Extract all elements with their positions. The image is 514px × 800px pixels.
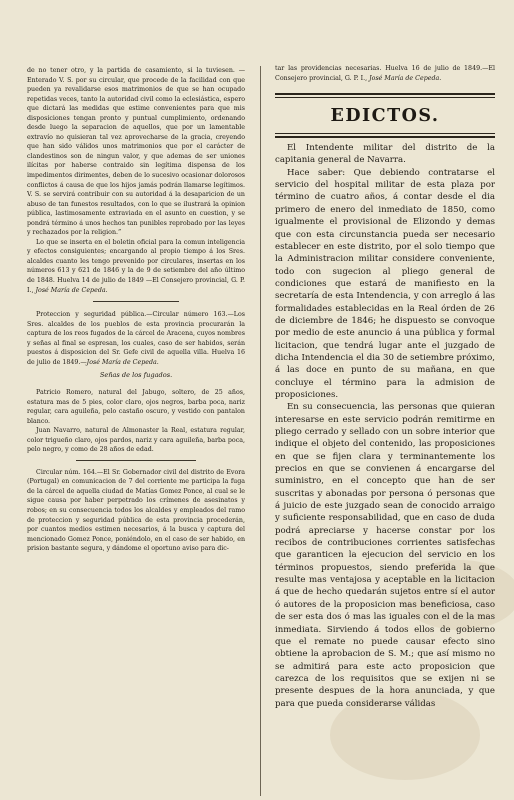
heading-rule-bottom-thin bbox=[275, 133, 495, 134]
section-divider bbox=[76, 460, 196, 461]
signature: José María de Cepeda. bbox=[86, 358, 159, 366]
paragraph-insercion: Lo que se inserta en el boletin oficial para la comun inteligencia y efectos consiguientes; encargando al propio tiempo á los Sres. alcaldes cuanto les tengo prevenido por circulares, insertas en los números 613 y 621 de 1846 y la de 9 de setiembre del año último de 1848. Huelva 14 de julio de 1849 —El Consejero provincial, G. P. I., José María de Cepeda. bbox=[27, 238, 245, 294]
column-divider bbox=[260, 66, 261, 796]
subheading-senas: Señas de los fugados. bbox=[99, 371, 173, 380]
right-column bbox=[275, 64, 495, 790]
heading-rule-top-thin bbox=[275, 97, 495, 98]
paragraph-matrimonios: de no tener otro, y la partida de casamiento, si la tuviesen. —Enterado V. S. por su circular, que procede de la facilidad con que pueden ya revalidarse esos matrimonios de que se han ocupado repetidas veces, tanto la autoridad civil como la eclesiástica, espero que dictará las medidas que estime convenientes para que mis disposiciones tengan pronto y puntual cumplimiento, ordenando desde luego la separacion de aquellos, que por un lamentable extravío no quisieran tal vez aprovecharse de la gracia, creyendo que han sido válidos unos matrimonios que por el carácter de clandestinos son de ningun valor, y que ademas de ser uniones ilícitas por haberse contraido sin legítima dispensa de los impedimentos dirimentes, deben de lo sucesivo ocasionar dolorosos conflictos á causa de que los hijos jamás podrán llamarse legítimos. V. S. se servirá contribuir con su autoridad á la desaparicion de un abuso de tan funestos resultados, con lo que se ilustrará la opinion pública, lastimosamente extraviada en el asunto en cuestion, y se pondrá término á unos hechos tan punibles reprobado por las leyes y rechazados por la religion.” bbox=[27, 67, 245, 237]
paragraph-proteccion: Proteccion y seguridad pública.—Circular número 163.—Los Sres. alcaldes de los pueblos de esta provincia procurarán la captura de los reos fugados de la cárcel de Aracena, cuyos nombres y señas al final se espresan, los cuales, caso de ser habidos, serán puestos á disposicion del Sr. Gefe civil de aquella villa. Huelva 16 de julio de 1849.—José María de Cepeda. bbox=[27, 311, 245, 366]
fugado-description: Patricio Romero, natural del Jabugo, soltero, de 25 años, estatura mas de 5 pies, color claro, ojos negros, barba poca, nariz regular, cara aguileña, pelo castaño oscuro, y vestido con pantalon blanco. bbox=[27, 388, 245, 425]
left-column bbox=[27, 66, 245, 790]
paragraph-circular-164: Circular núm. 164.—El Sr. Gobernador civil del distrito de Evora (Portugal) en comunicacion de 7 del corriente me participa la fuga de la cárcel de aquella ciudad de Matías Gomez Ponce, al cual se le sigue causa por haber perpetrado los crímenes de asesinatos y robos; en su consecuencia todos los alcaldes y empleados del ramo de proteccion y seguridad pública de esta provincia procederán, por cuantos medios estimen necesarios, á la busca y captura del mencionado Gomez Ponce, poniéndolo, en el caso de ser habido, en prision bastante segura, y dándome el oportuno aviso para dic- bbox=[27, 468, 245, 553]
signature: José María de Cepeda. bbox=[35, 286, 108, 294]
paragraph-continuation: tar las providencias necesarias. Huelva 16 de julio de 1849.—El Consejero provincial, G. P. I., José María de Cepeda. bbox=[275, 65, 495, 82]
signature: José María de Cepeda. bbox=[369, 74, 442, 82]
fugado-description: Juan Navarro, natural de Almonaster la Real, estatura regular, color trigueño claro, ojos pardos, nariz y cara aguileña, barba poca, pelo negro, y como de 28 años de edad. bbox=[27, 427, 245, 454]
edicto-paragraph: Hace saber: Que debiendo contratarse el servicio del hospital militar de esta plaza por término de cuatro años, á contar desde el dia primero de enero del inmediato de 1850, como igualmente el provisional de Elizondo y demas que con esta circunstancia pueda ser necesario establecer en este distrito, por el solo tiempo que la Administracion militar considere conveniente, todo con sugecion al pliego general de condiciones que estará de manifiesto en la secretaría de esta Intendencia, y con arreglo á las formalidades establecidas en la Real órden de 26 de diciembre de 1846; he dispuesto se convoque por medio de este anuncio á una pública y formal licitacion, que tendrá lugar ante el juzgado de dicha Intendencia el dia 30 de setiembre próximo, á las doce en punto de su mañana, en que concluye el término para la admision de proposiciones. bbox=[275, 167, 495, 400]
section-divider bbox=[93, 301, 179, 302]
edicto-heading: El Intendente militar del distrito de la capitania general de Navarra. bbox=[275, 143, 495, 166]
edicto-paragraph: En su consecuencia, las personas que quieran interesarse en este servicio podrán remitirme en pliego cerrado y sellado con un sobre interior que indique el objeto del contenido, las proposiciones en que se fijen clara y terminantemente los precios en que se convienen á encargarse del suministro, en el concepto que han de ser suscritas y abonadas por persona ó personas que á juicio de este juzgado sean de conocido arraigo y suficiente responsabilidad, que en caso de duda podrá apreciarse y hacerse constar por los recibos de contribuciones corrientes satisfechas que garanticen la ejecucion del servicio en los términos propuestos, siendo preferida la que resulte mas ventajosa y aceptable en la licitacion á que de hecho quedarán sujetos entre sí el autor ó autores de la proposicion mas beneficiosa, caso de ser esta dos ó mas las iguales con el de la mas inmediata. Sirviendo á todos ellos de gobierno que el remate no puede causar efecto sino obtiene la aprobacion de S. M.; que así mismo no se admitirá para este acto proposicion que carezca de los requisitos que se exijen ni se presente despues de la hora anunciada, y que para que pueda considerarse válidas bbox=[275, 402, 495, 709]
section-title-edictos: EDICTOS. bbox=[330, 106, 440, 127]
heading-rule-top bbox=[275, 93, 495, 95]
